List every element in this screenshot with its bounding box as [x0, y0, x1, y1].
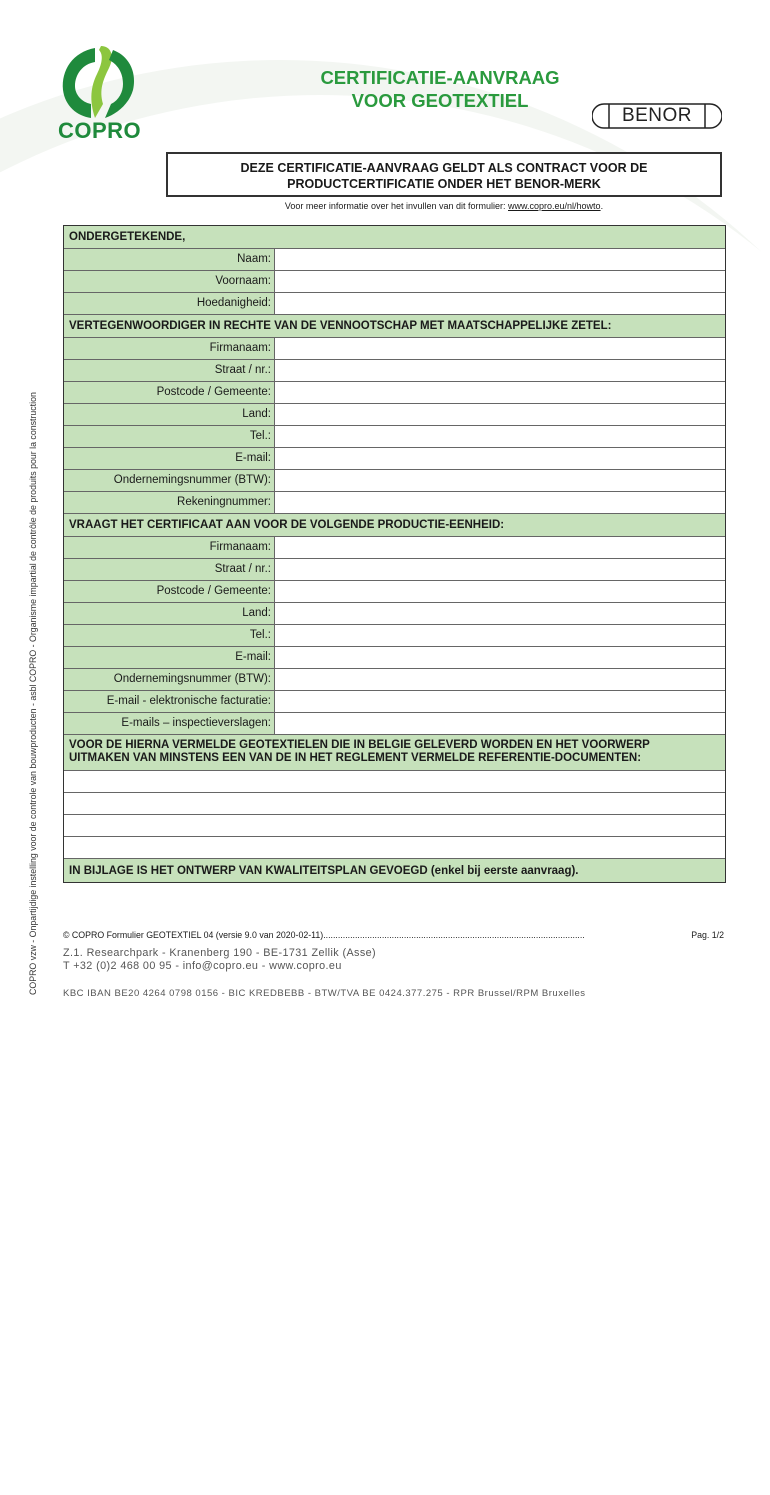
field-label: Firmanaam:: [64, 537, 275, 558]
field-input[interactable]: [275, 426, 725, 447]
section-vertegenwoordiger-fields: [64, 338, 725, 514]
address-line-2: T +32 (0)2 468 00 95 - info@copro.eu - www.copro.eu: [63, 960, 342, 972]
section-header-bijlage: IN BIJLAGE IS HET ONTWERP VAN KWALITEITSPLAN GEVOEGD (enkel bij eerste aanvraag).: [64, 859, 725, 882]
contract-notice: [166, 152, 722, 197]
info-text: Voor meer informatie over het invullen van dit formulier:: [284, 201, 509, 211]
form-row: [64, 426, 725, 448]
document-title: [300, 66, 580, 112]
field-input[interactable]: [275, 713, 725, 734]
form-row: [64, 625, 725, 647]
section-header-vertegenwoordiger: VERTEGENWOORDIGER IN RECHTE VAN DE VENNOOTSCHAP MET MAATSCHAPPELIJKE ZETEL:: [64, 315, 725, 338]
field-input[interactable]: [275, 559, 725, 580]
benor-logo-text: BENOR: [621, 105, 693, 126]
form-row: [64, 713, 725, 735]
field-input[interactable]: [275, 603, 725, 624]
field-input[interactable]: [275, 581, 725, 602]
form-row: [64, 249, 725, 271]
footer-address: [63, 947, 376, 973]
section-ondergetekende-fields: [64, 249, 725, 315]
form-row: [64, 603, 725, 625]
field-label: Tel.:: [64, 625, 275, 646]
field-label: Ondernemingsnummer (BTW):: [64, 470, 275, 491]
field-input[interactable]: [275, 669, 725, 690]
footer-bank-details: KBC IBAN BE20 4264 0798 0156 - BIC KREDBEBB - BTW/TVA BE 0424.377.275 - RPR Brussel/RPM Bruxelles: [63, 988, 586, 999]
form-row: [64, 470, 725, 492]
form-row: [64, 382, 725, 404]
field-input[interactable]: [275, 625, 725, 646]
form-row: [64, 691, 725, 713]
field-input[interactable]: [275, 537, 725, 558]
form-row: [64, 360, 725, 382]
geotextiel-input-line-4[interactable]: [64, 837, 725, 859]
field-input[interactable]: [275, 360, 725, 381]
section-header-productie-eenheid: VRAAGT HET CERTIFICAAT AAN VOOR DE VOLGENDE PRODUCTIE-EENHEID:: [64, 514, 725, 537]
field-label: Voornaam:: [64, 271, 275, 292]
form-row: [64, 537, 725, 559]
geotextiel-input-line-1[interactable]: [64, 771, 725, 793]
contract-line-2: PRODUCTCERTIFICATIE ONDER HET BENOR-MERK: [287, 177, 601, 191]
field-label: E-mails – inspectieverslagen:: [64, 713, 275, 734]
field-input[interactable]: [275, 647, 725, 668]
section-productie-eenheid-fields: [64, 537, 725, 735]
field-label: E-mail:: [64, 647, 275, 668]
field-label: Tel.:: [64, 426, 275, 447]
side-legal-text: COPRO vzw - Onpartijdige instelling voor de controle van bouwproducten - asbl COPRO - Organisme impartial de contrôle de produits pour la construction: [28, 392, 38, 995]
section-header-ondergetekende: ONDERGETEKENDE,: [64, 226, 725, 249]
field-input[interactable]: [275, 448, 725, 469]
field-label: Ondernemingsnummer (BTW):: [64, 669, 275, 690]
footer-copyright: © COPRO Formulier GEOTEXTIEL 04 (versie 9.0 van 2020-02-11)...........................................................................................................: [63, 930, 585, 940]
field-label: E-mail:: [64, 448, 275, 469]
geotextiel-input-line-2[interactable]: [64, 793, 725, 815]
field-input[interactable]: [275, 293, 725, 314]
title-line-1: CERTIFICATIE-AANVRAAG: [320, 67, 560, 88]
form-row: [64, 271, 725, 293]
field-label: Land:: [64, 603, 275, 624]
geotextielen-header-line-1: VOOR DE HIERNA VERMELDE GEOTEXTIELEN DIE IN BELGIE GELEVERD WORDEN EN HET VOORWERP: [69, 739, 650, 751]
howto-link[interactable]: www.copro.eu/nl/howto: [508, 201, 601, 211]
field-input[interactable]: [275, 271, 725, 292]
page-number: Pag. 1/2: [691, 930, 724, 940]
form-row: [64, 293, 725, 315]
form-row: [64, 338, 725, 360]
copro-logo-text: COPRO: [58, 118, 142, 143]
field-label: Firmanaam:: [64, 338, 275, 359]
form-row: [64, 647, 725, 669]
geotextiel-input-line-3[interactable]: [64, 815, 725, 837]
application-form: [63, 225, 726, 883]
footer-version-line: [63, 930, 724, 940]
field-input[interactable]: [275, 691, 725, 712]
field-label: E-mail - elektronische facturatie:: [64, 691, 275, 712]
address-line-1: Z.1. Researchpark - Kranenberg 190 - BE-1731 Zellik (Asse): [63, 947, 377, 959]
contract-line-1: DEZE CERTIFICATIE-AANVRAAG GELDT ALS CONTRACT VOOR DE: [240, 161, 648, 175]
form-row: [64, 404, 725, 426]
title-line-2: VOOR GEOTEXTIEL: [351, 90, 529, 111]
field-input[interactable]: [275, 382, 725, 403]
section-header-geotextielen: [64, 735, 725, 771]
form-row: [64, 492, 725, 514]
form-row: [64, 559, 725, 581]
field-input[interactable]: [275, 338, 725, 359]
form-row: [64, 448, 725, 470]
field-label: Postcode / Gemeente:: [64, 382, 275, 403]
field-label: Rekeningnummer:: [64, 492, 275, 513]
field-label: Straat / nr.:: [64, 559, 275, 580]
field-label: Postcode / Gemeente:: [64, 581, 275, 602]
field-label: Hoedanigheid:: [64, 293, 275, 314]
form-row: [64, 581, 725, 603]
field-label: Straat / nr.:: [64, 360, 275, 381]
field-label: Land:: [64, 404, 275, 425]
info-line: [166, 201, 722, 211]
field-input[interactable]: [275, 249, 725, 270]
info-suffix: .: [600, 201, 604, 211]
field-input[interactable]: [275, 492, 725, 513]
field-input[interactable]: [275, 404, 725, 425]
field-input[interactable]: [275, 470, 725, 491]
field-label: Naam:: [64, 249, 275, 270]
form-row: [64, 669, 725, 691]
geotextielen-header-line-2: UITMAKEN VAN MINSTENS EEN VAN DE IN HET REGLEMENT VERMELDE REFERENTIE-DOCUMENTEN:: [69, 752, 642, 764]
